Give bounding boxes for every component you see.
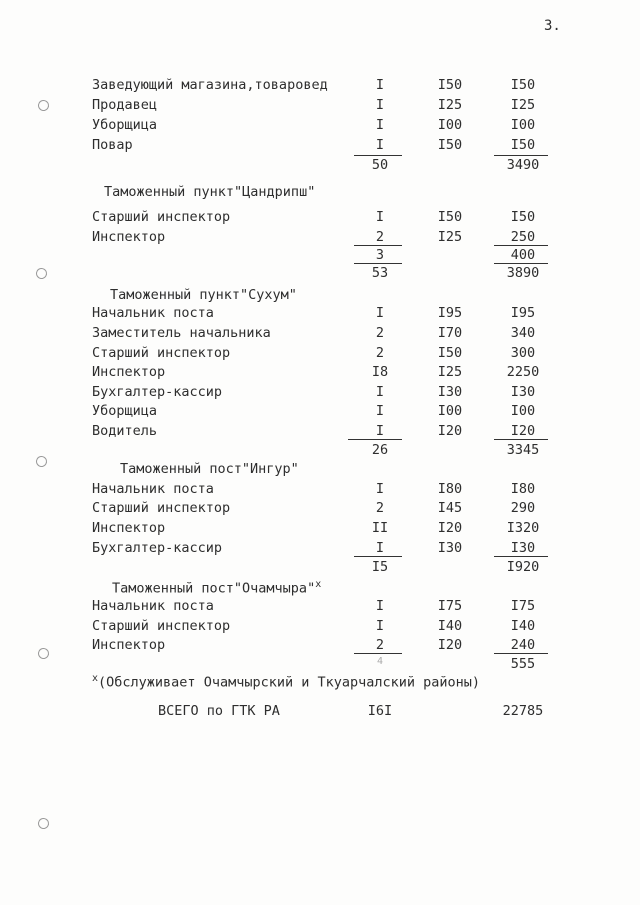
table-row: Инспектор 2 I25 250 xyxy=(92,229,536,245)
subtotal-underline xyxy=(354,556,402,557)
grand-total-label: ВСЕГО по ГТК РА xyxy=(158,703,280,719)
section-heading: Таможенный пост"Очамчыра"$^х$ xyxy=(112,579,322,597)
table-row: Начальник поста I I75 I75 xyxy=(92,598,536,614)
grand-total-count: I6I xyxy=(367,703,393,719)
running-total-underline xyxy=(354,263,402,264)
subtotal-underline xyxy=(494,439,548,440)
table-row: Заместитель начальника 2 I70 340 xyxy=(92,325,536,341)
subtotal-underline xyxy=(494,155,548,156)
grand-total-sum: 22785 xyxy=(502,703,544,719)
subtotal-row: 50 3490 xyxy=(371,157,540,173)
table-row: Повар I I50 I50 xyxy=(92,137,536,153)
table-row: Инспектор I8 I25 2250 xyxy=(92,364,540,380)
table-row: Начальник поста I I80 I80 xyxy=(92,481,536,497)
subtotal-underline xyxy=(354,653,402,654)
table-row: Водитель I I20 I20 xyxy=(92,423,536,439)
table-row: Бухгалтер-кассир I I30 I30 xyxy=(92,540,536,556)
table-row: Бухгалтер-кассир I I30 I30 xyxy=(92,384,536,400)
table-row: Продавец I I25 I25 xyxy=(92,97,536,113)
subtotal-underline xyxy=(354,245,402,246)
subtotal-underline xyxy=(348,439,402,440)
table-row: Старший инспектор 2 I50 300 xyxy=(92,345,536,361)
subtotal-row: I5 I920 xyxy=(371,559,540,575)
section-heading: Таможенный пункт"Цандрипш" xyxy=(104,184,316,200)
section-heading: Таможенный пост"Ингур" xyxy=(120,461,299,477)
footnote-marker: х xyxy=(315,579,322,590)
subtotal-row: 4 555 xyxy=(376,656,536,672)
footnote: $^х$(Обслуживает Очамчырский и Ткуарчалский районы) xyxy=(92,673,481,691)
subtotal-row: 26 3345 xyxy=(371,442,540,458)
table-row: Старший инспектор I I40 I40 xyxy=(92,618,536,634)
punch-hole-mark xyxy=(36,816,51,831)
table-row: Старший инспектор I I50 I50 xyxy=(92,209,536,225)
subtotal-row: 3 400 xyxy=(375,247,536,263)
table-row: Заведующий магазина,товаровед I I50 I50 xyxy=(92,77,536,93)
table-row: Уборщица I I00 I00 xyxy=(92,403,536,419)
running-total-row: 53 3890 xyxy=(371,265,540,281)
table-row: Инспектор 2 I20 240 xyxy=(92,637,536,653)
running-total-underline xyxy=(494,263,548,264)
page-number: 3. xyxy=(544,18,561,34)
subtotal-underline xyxy=(494,653,548,654)
subtotal-underline xyxy=(494,245,548,246)
subtotal-underline xyxy=(354,155,402,156)
table-row: Старший инспектор 2 I45 290 xyxy=(92,500,536,516)
table-row: Инспектор II I20 I320 xyxy=(92,520,540,536)
table-row: Уборщица I I00 I00 xyxy=(92,117,536,133)
subtotal-underline xyxy=(494,556,548,557)
table-row: Начальник поста I I95 I95 xyxy=(92,305,536,321)
section-heading: Таможенный пункт"Сухум" xyxy=(110,287,297,303)
